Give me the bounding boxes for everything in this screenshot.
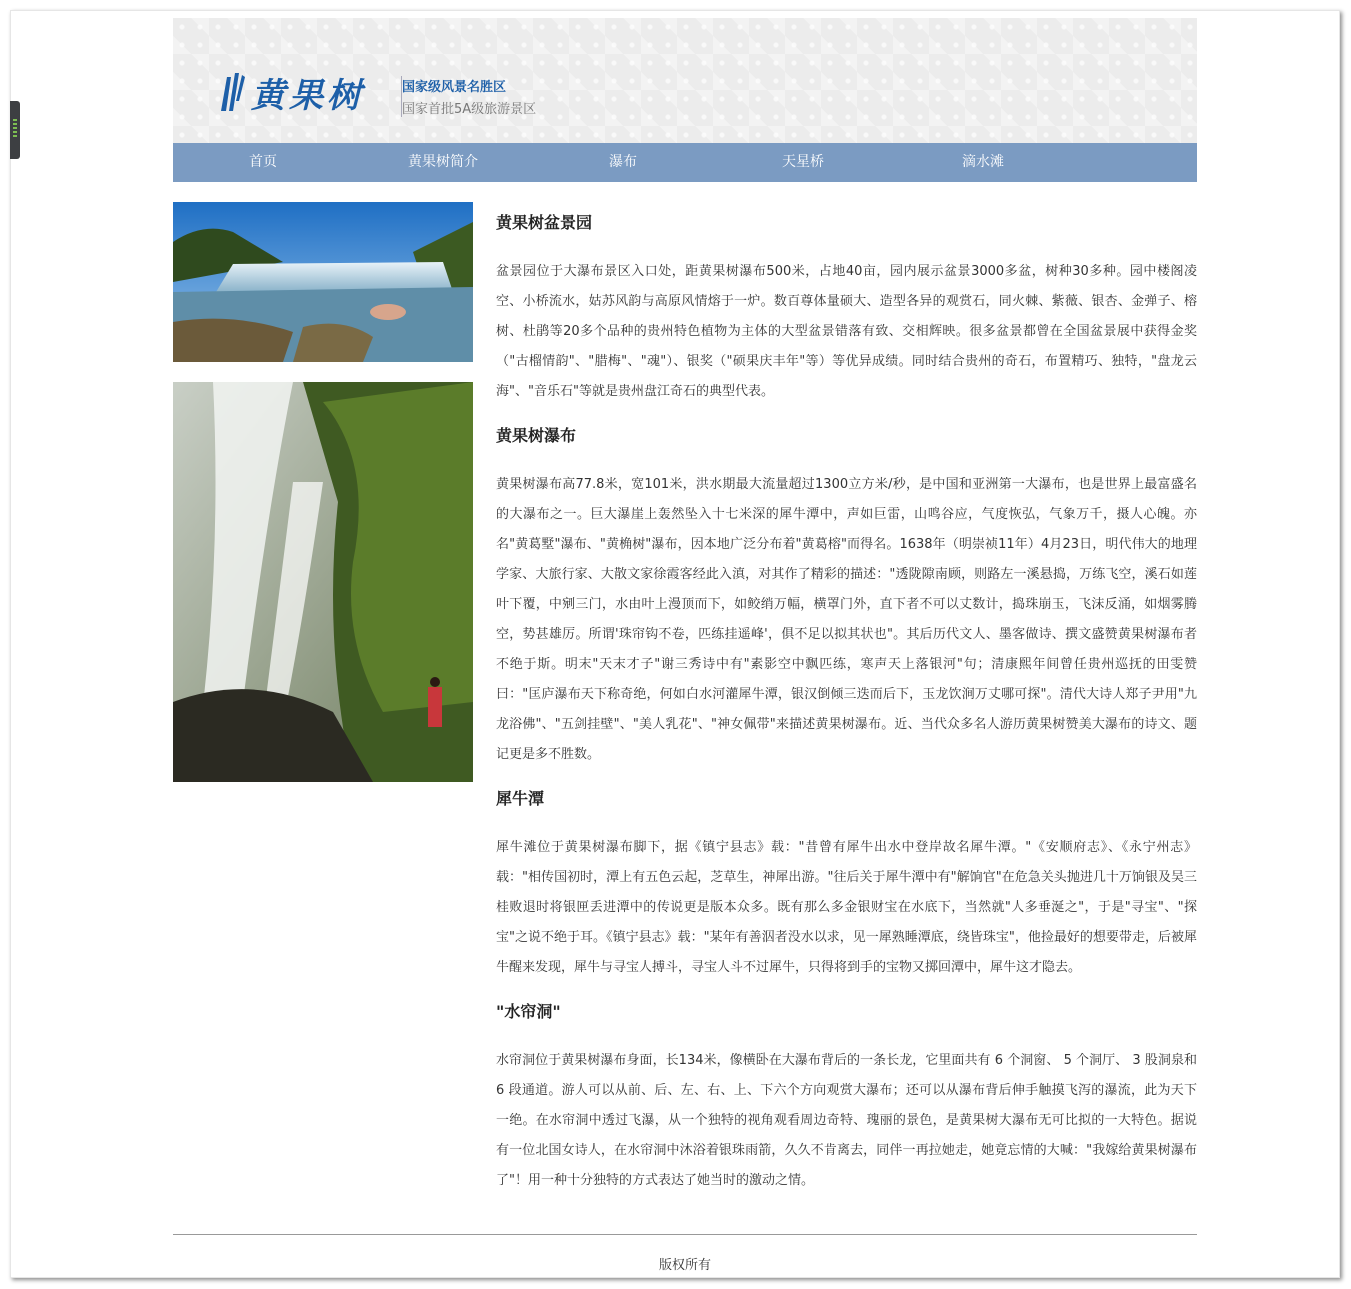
main-content [173,202,1197,1234]
waterfall-cliff-image [173,382,473,782]
section-title-water-curtain-cave: "水帘洞" [496,1002,561,1021]
logo-brush-icon [217,71,245,113]
article-column [496,202,1197,1214]
main-nav [173,143,1197,182]
logo-text: 黄果树 [251,75,365,116]
nav-item-intro[interactable]: 黄果树简介 [408,154,478,170]
nav-item-tianxing-bridge[interactable]: 天星桥 [782,154,824,170]
section-body-bonsai-garden: 盆景园位于大瀑布景区入口处，距黄果树瀑布500米，占地40亩，园内展示盆景3000多盆，树种30多种。园中楼阁凌空、小桥流水，姑苏风韵与高原风情熔于一炉。数百尊体量硕大、造型各异的观赏石，同火棘、紫薇、银杏、金弹子、榕树、杜鹃等20多个品种的贵州特色植物为主体的大型盆景错落有致、交相辉映。很多盆景都曾在全国盆景展中获得金奖（"古榴情韵"、"腊梅"、"魂"）、银奖（"硕果庆丰年"等）等优异成绩。同时结合贵州的奇石，布置精巧、独特，"盘龙云海"、"音乐石"等就是贵州盘江奇石的典型代表。 [496,264,1197,399]
side-panel-handle[interactable] [10,101,20,159]
footer-divider [173,1234,1197,1235]
page-container [173,18,1197,1234]
waterfall-panorama-image [173,202,473,362]
site-header [173,18,1197,143]
tagline-primary: 国家级风景名胜区 [402,80,507,95]
nav-item-waterfall[interactable]: 瀑布 [609,154,637,170]
section-title-huangguoshu-waterfall: 黄果树瀑布 [496,426,577,445]
nav-item-home[interactable]: 首页 [249,154,277,170]
site-logo[interactable] [217,70,365,114]
section-body-huangguoshu-waterfall: 黄果树瀑布高77.8米，宽101米，洪水期最大流量超过1300立方米/秒，是中国和亚洲第一大瀑布，也是世界上最富盛名的大瀑布之一。巨大瀑崖上轰然坠入十七米深的犀牛潭中，声如巨雷，山鸣谷应，气度恢弘，气象万千，摄人心魄。亦名"黄葛墅"瀑布、"黄桷树"瀑布，因本地广泛分布着"黄葛榕"而得名。1638年（明崇祯11年）4月23日，明代伟大的地理学家、大旅行家、大散文家徐霞客经此入滇，对其作了精彩的描述："透陇隙南顾，则路左一溪悬捣，万练飞空，溪石如莲叶下覆，中剜三门，水由叶上漫顶而下，如鲛绡万幅，横罩门外，直下者不可以丈数计，捣珠崩玉，飞沫反涌，如烟雾腾空，势甚雄厉。所谓'珠帘钩不卷，匹练挂遥峰'，俱不足以拟其状也"。其后历代文人、墨客做诗、撰文盛赞黄果树瀑布者不绝于斯。明末"天末才子"谢三秀诗中有"素影空中飘匹练，寒声天上落银河"句；清康熙年间曾任贵州巡抚的田雯赞曰："匡庐瀑布天下称奇绝，何如白水河灌犀牛潭，银汉倒倾三迭而后下，玉龙饮涧万丈哪可探"。清代大诗人郑子尹用"九龙浴佛"、"五剑挂壁"、"美人乳花"、"神女佩带"来描述黄果树瀑布。近、当代众多名人游历黄果树赞美大瀑布的诗文、题记更是多不胜数。 [496,477,1197,762]
photo-column [173,202,473,782]
waterfall-cliff-photo [173,382,473,782]
section-body-rhino-pool: 犀牛滩位于黄果树瀑布脚下，据《镇宁县志》载："昔曾有犀牛出水中登岸故名犀牛潭。"《安顺府志》、《永宁州志》载："相传国初时，潭上有五色云起，芝草生，神犀出游。"往后关于犀牛潭中有"解饷官"在危急关头抛进几十万饷银及吴三桂败退时将银匣丢进潭中的传说更是版本众多。既有那么多金银财宝在水底下，当然就"人多垂涎之"，于是"寻宝"、"探宝"之说不绝于耳。《镇宁县志》载："某年有善泅者没水以求，见一犀熟睡潭底，绕皆珠宝"，他捡最好的想要带走，后被犀牛醒来发现，犀牛与寻宝人搏斗，寻宝人斗不过犀牛，只得将到手的宝物又掷回潭中，犀牛这才隐去。 [496,840,1197,975]
grip-icon [13,119,17,139]
tagline-secondary: 国家首批5A级旅游景区 [402,102,537,117]
site-tagline [401,76,536,117]
section-title-bonsai-garden: 黄果树盆景园 [496,213,593,232]
footer-copyright: 版权所有 [658,1258,711,1273]
waterfall-panorama-photo [173,202,473,362]
section-title-rhino-pool: 犀牛潭 [496,789,545,808]
section-body-water-curtain-cave: 水帘洞位于黄果树瀑布身面，长134米，像横卧在大瀑布背后的一条长龙，它里面共有 6 个洞窗、 5 个洞厅、 3 股洞泉和 6 段通道。游人可以从前、后、左、右、上、下六个方向观赏大瀑布；还可以从瀑布背后伸手触摸飞泻的瀑流，此为天下一绝。在水帘洞中透过飞瀑，从一个独特的视角观看周边奇特、瑰丽的景色，是黄果树大瀑布无可比拟的一大特色。据说有一位北国女诗人，在水帘洞中沐浴着银珠雨箭，久久不肯离去，同伴一再拉她走，她竟忘情的大喊："我嫁给黄果树瀑布了"！用一种十分独特的方式表达了她当时的激动之情。 [496,1053,1197,1188]
nav-item-dishui-beach[interactable]: 滴水滩 [962,154,1004,170]
